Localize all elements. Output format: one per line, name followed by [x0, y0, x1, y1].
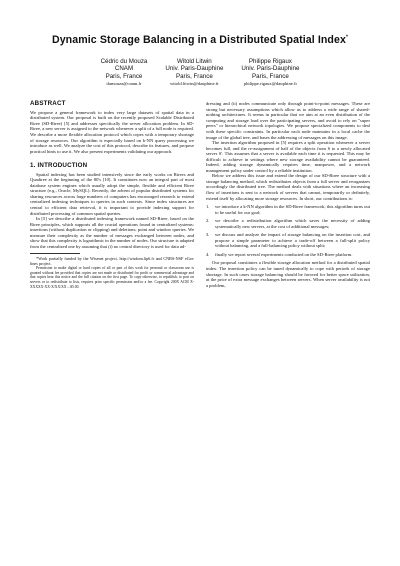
right-paragraph-4: Our proposal constitutes a flexible storage allocation method for a distributed spatial index. The insertion policy can be tuned dynamically to cope with periods of storage shortage. In such cases storage balancing should be favored for better space utilization, at the price of extra message exchanges between servers. When server availability is not a problem,	[206, 260, 370, 288]
abstract-heading: ABSTRACT	[30, 100, 66, 108]
title-footnote-mark: *	[346, 34, 349, 41]
author-location: Paris, France	[252, 72, 289, 80]
author-affiliation: Univ. Paris-Dauphine	[165, 65, 224, 73]
author-email[interactable]: witold.litwin@dauphine.fr	[169, 81, 219, 87]
list-item-text: we introduce a k-NN algorithm in the SD-Rtree framework; this algorithm turns out to be useful for our goal;	[215, 204, 370, 215]
list-item	[206, 204, 370, 215]
introduction-heading: 1. INTRODUCTION	[30, 162, 88, 170]
list-item-number: 3.	[206, 232, 210, 238]
right-paragraph-1: dressing and (ii) nodes communicate only through point-to-point messages. These are strong but necessary assumptions which allow us to address a wide range of shared-nothing architectures. It seems in particular that we aim at an even distribution of the computing and storage load over the participating servers, and avoid to rely on "super peers" or hierarchical network topologies. We propose specialized components to deal with these specific constraints. In particular each node maintains in a local cache the image of the global tree, and bases the addressing of messages on this image.	[206, 101, 370, 140]
list-item-text: we discuss and analyze the impact of storage balancing on the insertion cost, and propose a simple parameter to achieve a trade-off between a full-split policy without balancing, and a full-balancing policy without split;	[215, 232, 370, 249]
author-name: Philippe Rigaux	[248, 58, 292, 65]
left-column	[30, 101, 194, 289]
author-3	[241, 58, 299, 87]
author-block	[30, 58, 370, 87]
list-item-text: we describe a redistribution algorithm which saves the necessity of adding systematically new servers, at the cost of additional messages;	[215, 218, 370, 229]
list-item-text: finally we report several experiments conducted on the SD-Rtree platform.	[215, 251, 353, 257]
list-item-number: 2.	[206, 218, 210, 224]
author-email[interactable]: philippe.rigaux@dauphine.fr	[243, 81, 297, 87]
list-item	[206, 232, 370, 249]
permission-notice: Permission to make digital or hard copies of all or part of this work for personal or classroom use is granted without fee provided that copies are not made or distributed for profit or commercial advantage and that copies bear this notice and the full citation on the first page. To copy otherwise, to republish, to post on servers or to redistribute to lists, requires prior specific permission and/or a fee. Copyright 200X ACM X-XXXXX-XX-X/XX/XX ...$5.00.	[30, 266, 194, 289]
author-name: Cédric du Mouza	[100, 58, 148, 65]
author-location: Paris, France	[105, 72, 143, 80]
introduction-section	[30, 163, 194, 249]
paper-title: Dynamic Storage Balancing in a Distributed Spatial Index*	[51, 34, 349, 46]
right-paragraph-3: Below we address this issue and extend the design of our SD-Rtree structure with a storage balancing method, which redistributes objects from a full server and reorganizes accordingly the distributed tree. The method deals with situations where an increasing flow of insertions is sent to a network of servers that cannot, temporarily or definitely, extend itself by allocating more storage resources. In short, our contributions is:	[206, 173, 370, 201]
abstract-text: We propose a general framework to index very large datasets of spatial data in a distributed system. Our proposal is built on the recently proposed Scalable Distributed Rtree (SD-Rtree) [5] and addresses specifically the server allocation problem. In SD-Rtree, a new server is assigned to the network whenever a split of a full node is required. We describe a more flexible allocation protocol which copes with a temporary shortage of storage resources. Our algorithm is especially based on k-NN query processing we introduce as well. We analyze the cost of this protocol, describe its features, and propose practical hints to use it. We also present experiments validating our approach.	[30, 109, 194, 154]
contributions-list	[206, 204, 370, 257]
author-affiliation: Univ. Paris-Dauphine	[241, 65, 300, 73]
author-affiliation: CNAM	[114, 65, 134, 73]
author-location: Paris, France	[175, 72, 213, 80]
two-column-body	[30, 101, 370, 289]
author-1	[101, 58, 148, 87]
author-2	[165, 58, 223, 87]
list-item	[206, 252, 370, 258]
author-name: Witold Litwin	[177, 58, 212, 65]
footnote-text: *Work partially funded by the Wisenet project, http://wisdom.lip6.fr and CNRS-NSF eGov lines project.	[30, 256, 194, 267]
list-item-number: 4.	[206, 251, 210, 257]
list-item	[206, 218, 370, 229]
abstract-section	[30, 101, 194, 154]
intro-paragraph-1: Spatial indexing has been studied intensively since the early works on Rtrees and Quadtree at the beginning of the 80's [10]. It constitutes now an integral part of most database system engines which usually adopt the simple, flexible and efficient Rtree structure (e.g., Oracle, MySQL). Recently, the advent of popular distributed systems for sharing resources across large numbers of computers has encouraged research to extend centralized indexing techniques to queries in such contexts. Since index structures are central to efficient data retrieval, it is important to provide indexing support for distributed processing of common spatial queries.	[30, 171, 194, 216]
right-column	[206, 101, 370, 289]
list-item-number: 1.	[206, 204, 210, 210]
author-email[interactable]: dumouza@cnam.fr	[106, 81, 142, 87]
right-paragraph-2: The insertion algorithm proposed in [5] requires a split operation whenever a server becomes full, and the re-assignment of half of the objects from S to a newly allocated server S'. This assumes that a server is available each time it is requested. This may be difficult to achieve in settings where new storage availability cannot be guaranteed. Indeed, adding storage dynamically requires time, manpower, and a network management policy under control by a reliable institution.	[206, 140, 370, 173]
intro-paragraph-2: In [5] we describe a distributed indexing framework named SD-Rtree, based on the Rtree principles, which supports all the crucial operations found in centralized systems: insertions (without duplication or clipping) and deletions; point and window queries. We measure their complexity as the number of messages exchanged between nodes, and show that this complexity is logarithmic in the number of nodes. Our structure is adapted from the centralized one by assuming that (i) no central directory is used for data ad-	[30, 216, 194, 249]
footnote-rule	[30, 253, 80, 254]
